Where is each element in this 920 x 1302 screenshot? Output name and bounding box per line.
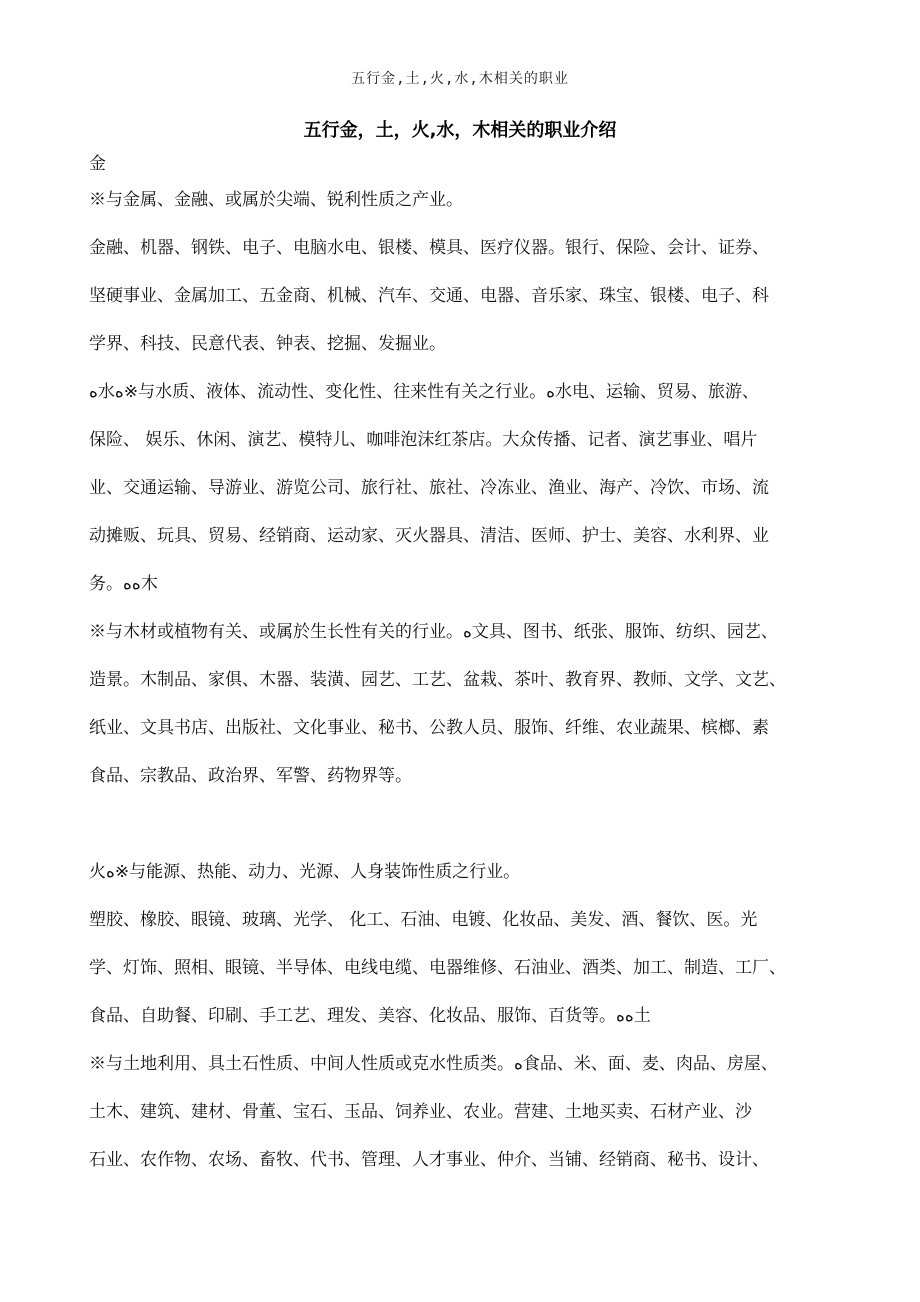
text-line: ※与金属、金融、或属於尖端、锐利性质之产业。	[89, 190, 463, 210]
blank-line	[89, 800, 849, 848]
document-title: 五行金，土，火,水，木相关的职业介绍	[303, 120, 617, 141]
text-line: 动摊贩、玩具、贸易、经销商、运动家、灭火器具、清洁、医师、护士、美容、水利界、业	[89, 526, 769, 546]
text-line: 学、灯饰、照相、眼镜、半导体、电线电缆、电器维修、石油业、酒类、加工、制造、工厂、	[89, 958, 786, 978]
running-header: 五行金,土,火,水,木相关的职业	[351, 71, 569, 87]
text-line: 土木、建筑、建材、骨董、宝石、玉品、饲养业、农业。营建、土地买卖、石材产业、沙	[89, 1102, 752, 1122]
text-line: 食品、自助餐、印刷、手工艺、理发、美容、化妆品、服饰、百货等。ﻩﻩ土	[89, 1006, 651, 1026]
text-line: 业、交通运输、导游业、游览公司、旅行社、旅社、冷冻业、渔业、海产、冷饮、市场、流	[89, 478, 769, 498]
text-line: 火ﻩ※与能源、热能、动力、光源、人身装饰性质之行业。	[89, 862, 521, 882]
text-line: 塑胶、橡胶、眼镜、玻璃、光学、 化工、石油、电镀、化妆品、美发、酒、餐饮、医。光	[89, 910, 758, 930]
text-line: 造景。木制品、家俱、木器、装潢、园艺、工艺、盆栽、茶叶、教育界、教师、文学、文艺、	[89, 670, 786, 690]
section-heading-metal: 金	[89, 154, 106, 174]
text-line: 保险、 娱乐、休闲、演艺、模特儿、咖啡泡沫红茶店。大众传播、记者、演艺事业、唱片	[89, 430, 758, 450]
text-line: 食品、宗教品、政治界、军警、药物界等。	[89, 766, 412, 786]
text-line: 坚硬事业、金属加工、五金商、机械、汽车、交通、电器、音乐家、珠宝、银楼、电子、科	[89, 286, 769, 306]
text-line: ※与木材或植物有关、或属於生长性有关的行业。ﻩ文具、图书、纸张、服饰、纺织、园艺、	[89, 622, 778, 642]
text-line: ※与土地利用、具土石性质、中间人性质或克水性质类。ﻩ食品、米、面、麦、肉品、房屋、	[89, 1054, 778, 1074]
document-body	[89, 140, 849, 1184]
text-line: 务。ﻩﻩ木	[89, 574, 158, 594]
text-line: 金融、机器、钢铁、电子、电脑水电、银楼、模具、医疗仪器。银行、保险、会计、证券、	[89, 238, 769, 258]
text-line: 纸业、文具书店、出版社、文化事业、秘书、公教人员、服饰、纤维、农业蔬果、槟榔、素	[89, 718, 769, 738]
text-line: ﻩ水ﻩ※与水质、液体、流动性、变化性、往来性有关之行业。ﻩ水电、运输、贸易、旅游、	[89, 382, 760, 402]
text-line: 学界、科技、民意代表、钟表、挖掘、发掘业。	[89, 334, 446, 354]
text-line: 石业、农作物、农场、畜牧、代书、管理、人才事业、仲介、当铺、经销商、秘书、设计、	[89, 1150, 769, 1170]
